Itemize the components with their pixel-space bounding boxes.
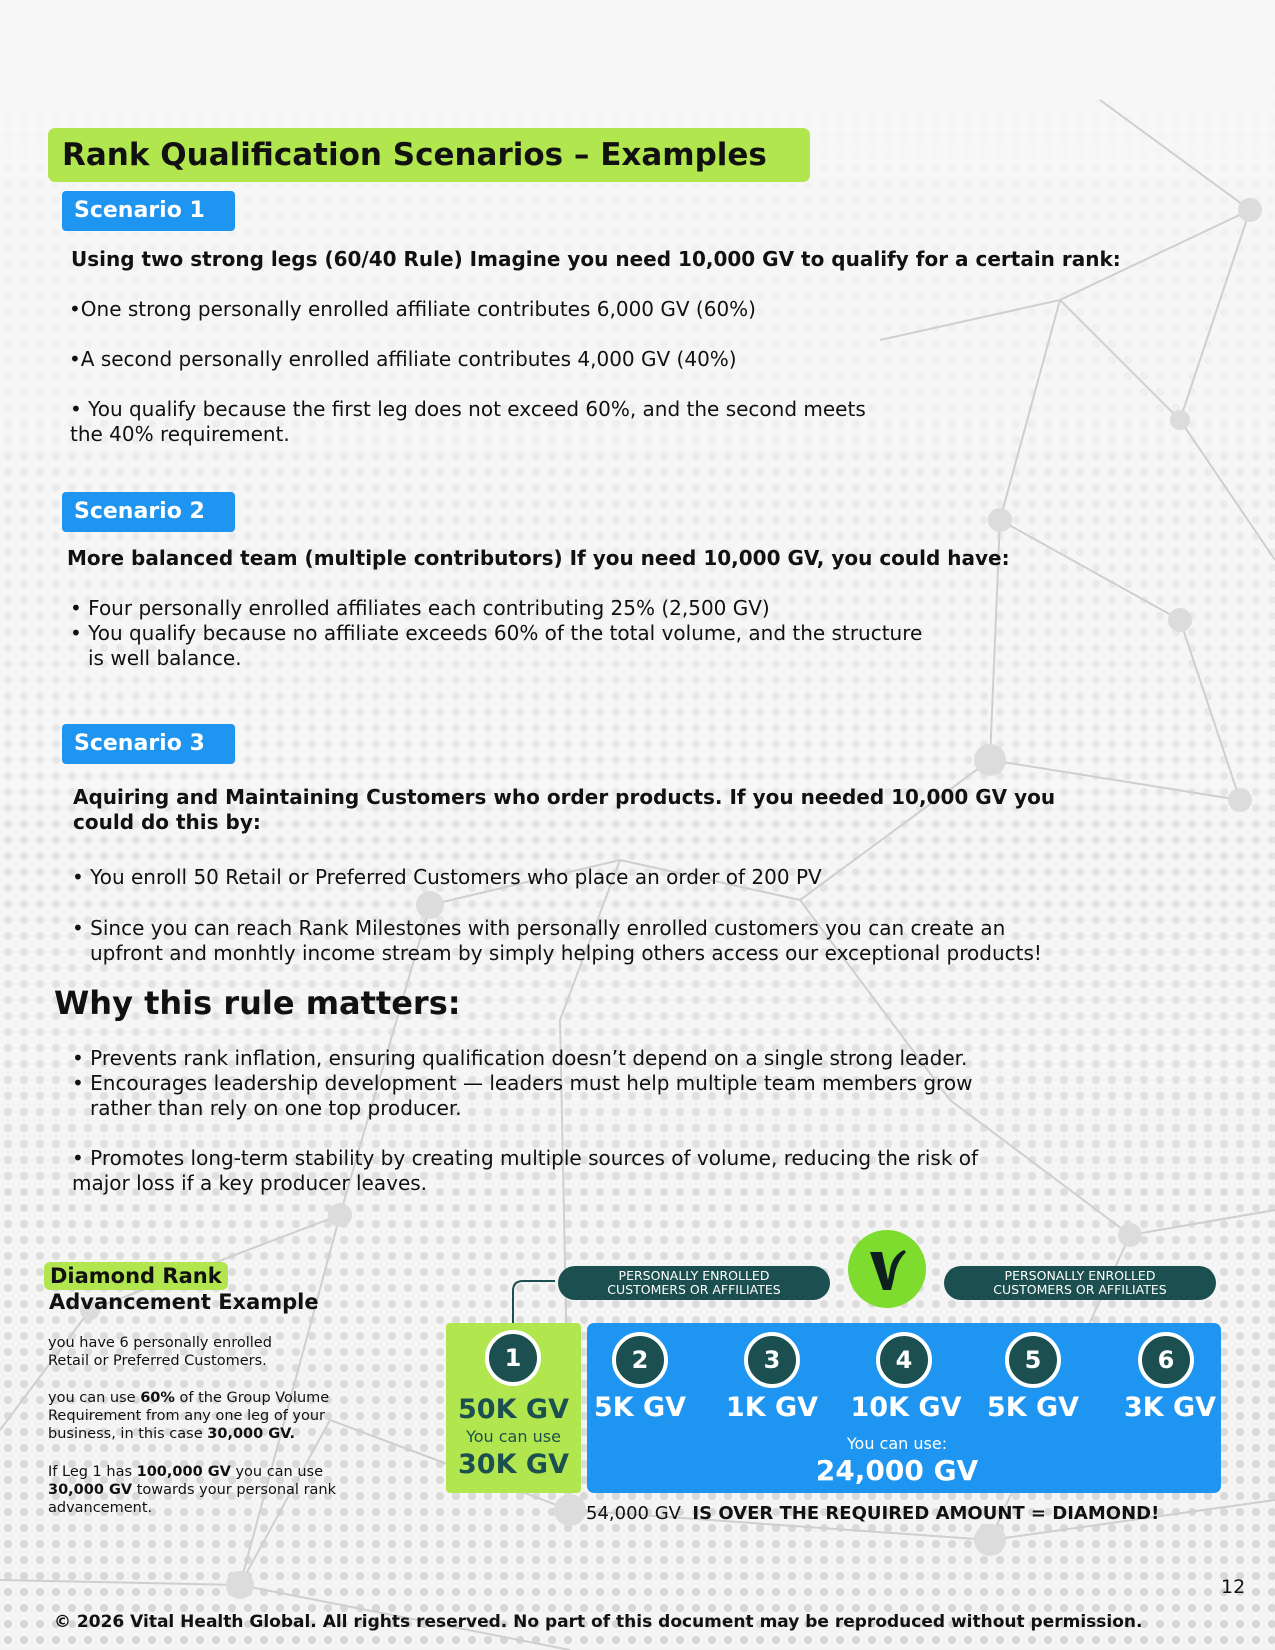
- leaf-v-icon: [848, 1230, 926, 1308]
- diamond-p2-e: 30,000 GV.: [207, 1426, 296, 1442]
- leg-5-gv: 5K GV: [986, 1392, 1080, 1423]
- diamond-p1-line-2: Retail or Preferred Customers.: [48, 1353, 267, 1369]
- scenario-1-bullet-2: •A second personally enrolled affiliate contributes 4,000 GV (40%): [69, 347, 737, 371]
- enrolled-pill-right: [944, 1266, 1216, 1300]
- others-use-label: You can use:: [846, 1434, 948, 1453]
- scenario-1-intro: Using two strong legs (60/40 Rule) Imagine you need 10,000 GV to qualify for a certain rank:: [71, 247, 1121, 271]
- scenario-1-bullet-3: [70, 397, 866, 447]
- leg-6-number: 6: [1138, 1332, 1194, 1388]
- leg-4-number: 4: [876, 1332, 932, 1388]
- enrolled-pill-right-line-1: PERSONALLY ENROLLED: [1004, 1268, 1156, 1283]
- enrolled-pill-left-line-1: PERSONALLY ENROLLED: [618, 1268, 770, 1283]
- diamond-p3-e: towards your personal rank: [132, 1482, 336, 1498]
- why-bullets: [72, 1046, 972, 1121]
- diamond-p2-d: business, in this case: [48, 1426, 208, 1442]
- scenario-2-bullet-2-line-2: is well balance.: [88, 646, 242, 670]
- scenario-1-label: Scenario 1: [62, 191, 235, 231]
- leg-1-number: 1: [485, 1330, 541, 1386]
- scenario-2-intro: More balanced team (multiple contributors) If you need 10,000 GV, you could have:: [67, 546, 1010, 570]
- page-number: 12: [1221, 1576, 1246, 1598]
- leg-6-gv: 3K GV: [1123, 1392, 1217, 1423]
- scenario-2-bullet-2-line-1: • You qualify because no affiliate exceeds 60% of the total volume, and the structure: [70, 621, 923, 645]
- leg-5-number: 5: [1005, 1332, 1061, 1388]
- leg-2-gv: 5K GV: [593, 1392, 687, 1423]
- scenario-1-bullet-1: •One strong personally enrolled affiliate contributes 6,000 GV (60%): [69, 297, 756, 321]
- diamond-p1-line-1: you have 6 personally enrolled: [48, 1335, 272, 1351]
- diamond-p3-b: 100,000 GV: [136, 1464, 231, 1480]
- total-value: 54,000 GV: [586, 1503, 681, 1524]
- why-bullet-2-line-1: • Encourages leadership development — leaders must help multiple team members grow: [72, 1071, 973, 1095]
- scenario-3-label: Scenario 3: [62, 724, 235, 764]
- leg-1-gv: 50K GV: [458, 1394, 569, 1425]
- enrolled-pill-left: [558, 1266, 830, 1300]
- diamond-p3-a: If Leg 1 has: [48, 1464, 137, 1480]
- scenario-2-label: Scenario 2: [62, 492, 235, 532]
- footer-copyright: © 2026 Vital Health Global. All rights reserved. No part of this document may be reproduced without permission.: [54, 1612, 1143, 1632]
- scenario-1-bullet-3-line-2: the 40% requirement.: [70, 422, 290, 446]
- why-bullet-3: [72, 1146, 978, 1196]
- leg-2-number: 2: [612, 1332, 668, 1388]
- enrolled-pill-right-line-2: CUSTOMERS OR AFFILIATES: [993, 1282, 1167, 1297]
- scenario-3-intro-line-1: Aquiring and Maintaining Customers who order products. If you needed 10,000 GV you: [73, 785, 1056, 809]
- diamond-p3-c: you can use: [230, 1464, 324, 1480]
- why-bullet-3-line-1: • Promotes long-term stability by creating multiple sources of volume, reducing the risk of: [72, 1146, 979, 1170]
- scenario-3-bullet-2-line-1: • Since you can reach Rank Milestones with personally enrolled customers you can create an: [72, 916, 1006, 940]
- total-text: IS OVER THE REQUIRED AMOUNT = DIAMOND!: [692, 1503, 1160, 1524]
- diamond-paragraph-2: [48, 1389, 329, 1443]
- scenario-3-intro-line-2: could do this by:: [73, 810, 261, 834]
- total-result: [586, 1503, 1159, 1524]
- diamond-rank-badge: Diamond Rank: [44, 1262, 228, 1290]
- leg-3-number: 3: [744, 1332, 800, 1388]
- others-use-value: 24,000 GV: [815, 1454, 979, 1487]
- diamond-paragraph-1: [48, 1334, 272, 1370]
- why-bullet-3-line-2: major loss if a key producer leaves.: [72, 1171, 428, 1195]
- leg-1-use-value: 30K GV: [458, 1449, 569, 1480]
- brand-logo: [848, 1230, 926, 1308]
- diamond-p2-c: of the Group Volume: [174, 1390, 330, 1406]
- diamond-p2-a: you can use: [48, 1390, 141, 1406]
- diamond-subtitle: Advancement Example: [49, 1290, 319, 1314]
- enrolled-pill-left-line-2: CUSTOMERS OR AFFILIATES: [607, 1282, 781, 1297]
- scenario-2-bullets: [70, 596, 922, 671]
- scenario-3-intro: [73, 785, 1055, 835]
- diamond-p3-line-3: advancement.: [48, 1500, 153, 1516]
- leg-3-gv: 1K GV: [725, 1392, 819, 1423]
- scenario-1-bullet-3-line-1: • You qualify because the first leg does not exceed 60%, and the second meets: [70, 397, 866, 421]
- why-bullet-2-line-2: rather than rely on one top producer.: [90, 1096, 462, 1120]
- leg-4-gv: 10K GV: [850, 1392, 962, 1423]
- scenario-2-bullet-1: • Four personally enrolled affiliates each contributing 25% (2,500 GV): [70, 596, 770, 620]
- why-bullet-1: • Prevents rank inflation, ensuring qualification doesn’t depend on a single strong leader.: [72, 1046, 968, 1070]
- scenario-3-bullet-2-line-2: upfront and monhtly income stream by simply helping others access our exceptional products!: [90, 941, 1042, 965]
- page-title: Rank Qualification Scenarios – Examples: [48, 128, 810, 182]
- leg-1-use-label: You can use: [466, 1427, 561, 1446]
- diamond-p3-d: 30,000 GV: [48, 1482, 133, 1498]
- scenario-3-bullet-2: [72, 916, 1042, 966]
- diamond-paragraph-3: [48, 1463, 336, 1517]
- why-heading: Why this rule matters:: [54, 984, 461, 1022]
- diamond-p2-b: 60%: [140, 1390, 175, 1406]
- connector-line: [505, 1279, 555, 1323]
- scenario-3-bullet-1: • You enroll 50 Retail or Preferred Customers who place an order of 200 PV: [72, 865, 822, 889]
- diamond-p2-line-2: Requirement from any one leg of your: [48, 1408, 326, 1424]
